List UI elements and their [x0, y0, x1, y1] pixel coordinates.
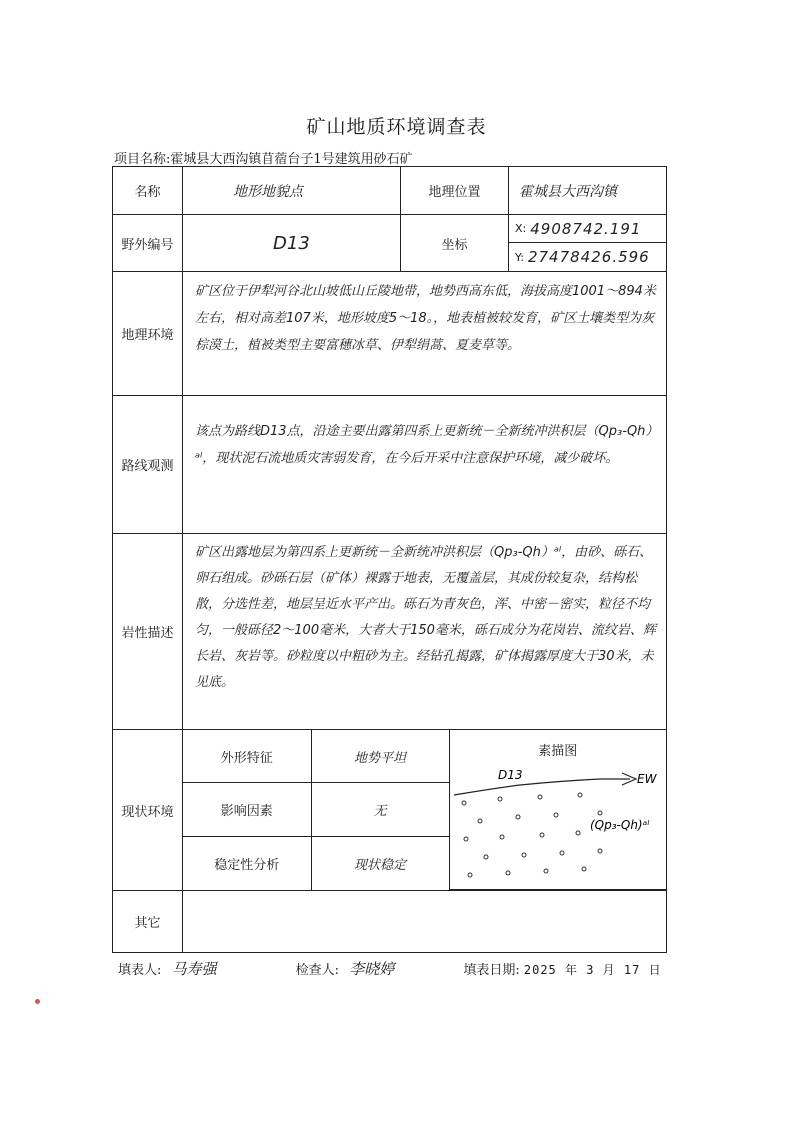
other-value	[183, 891, 667, 953]
y-prefix: Y:	[515, 250, 524, 264]
red-mark	[35, 999, 40, 1004]
project-label: 项目名称:	[114, 152, 171, 167]
coord-cell	[509, 215, 667, 272]
geo-env-text: 矿区位于伊犁河谷北山坡低山丘陵地带，地势西高东低，海拔高度1001～894米左右，相对高差107米，地形坡度5～18。，地表植被较发育，矿区土壤类型为灰棕漠土，植被类型主要富穗冰草、伊犁绢蒿、夏麦草等。	[183, 272, 667, 396]
sketch-unit-label: (Qp₃-Qh)ᵃˡ	[589, 818, 649, 832]
sketch-ground-line	[454, 779, 630, 795]
location-value: 霍城县大西沟镇	[509, 167, 667, 215]
project-value: 霍城县大西沟镇苜蓿台子1号建筑用砂石矿	[170, 152, 413, 167]
geo-env-label: 地理环境	[113, 272, 183, 396]
sketch-cell	[449, 730, 666, 890]
location-label: 地理位置	[401, 167, 509, 215]
sketch-label: 素描图	[538, 744, 578, 759]
x-prefix: X:	[515, 222, 527, 235]
y-coordinate: 27478426.596	[527, 248, 650, 266]
name-value: 地形地貌点	[183, 167, 401, 215]
checker-signature: 李晓婷	[349, 960, 395, 978]
sketch-point-label: D13	[497, 768, 523, 782]
checker-label: 检查人:	[295, 963, 340, 978]
project-name	[114, 148, 413, 167]
name-label: 名称	[113, 167, 183, 215]
date-value: 2025 年 3 月 17 日	[523, 963, 662, 977]
filler-label: 填表人:	[118, 963, 162, 978]
status-label: 现状环境	[113, 730, 183, 891]
sketch-drawing	[450, 759, 664, 885]
feature-label: 外形特征	[183, 730, 311, 783]
gravel-dots	[462, 793, 602, 877]
sketch-direction: EW	[636, 772, 656, 786]
lithology-text: 矿区出露地层为第四系上更新统－全新统冲洪积层（Qp₃-Qh）ᵃˡ，由砂、砾石、卵石组成。砂砾石层（矿体）裸露于地表，无覆盖层，其成份较复杂，结构松散，分选性差，地层呈近水平产出。砾石为青灰色，浑、中密－密实，粒径不均匀，一般砾径2～100毫米，大者大于150毫米，砾石成分为花岗岩、流纹岩、辉长岩、灰岩等。砂粒度以中粗砂为主。经钻孔揭露，矿体揭露厚度大于30米，未见底。	[183, 534, 667, 730]
x-coordinate: 4908742.191	[530, 219, 642, 238]
feature-value: 地势平坦	[311, 730, 449, 783]
lithology-label: 岩性描述	[113, 534, 183, 730]
factor-label: 影响因素	[183, 783, 311, 837]
stability-value: 现状稳定	[311, 837, 449, 890]
field-id-label: 野外编号	[113, 215, 183, 272]
route-label: 路线观测	[113, 396, 183, 534]
route-text: 该点为路线D13点，沿途主要出露第四系上更新统－全新统冲洪积层（Qp₃-Qh）ᵃˡ，现状泥石流地质灾害弱发育，在今后开采中注意保护环境，减少破坏。	[183, 396, 667, 534]
form-footer	[118, 958, 678, 979]
filler-signature: 马寿强	[171, 960, 217, 978]
other-label: 其它	[113, 891, 183, 953]
field-id-value: D13	[183, 215, 401, 272]
stability-label: 稳定性分析	[183, 837, 311, 890]
status-cell	[183, 730, 667, 891]
survey-table	[112, 166, 667, 953]
date-label: 填表日期:	[463, 963, 520, 978]
page-title: 矿山地质环境调查表	[306, 116, 487, 138]
coord-label: 坐标	[401, 215, 509, 272]
factor-value: 无	[311, 783, 449, 837]
